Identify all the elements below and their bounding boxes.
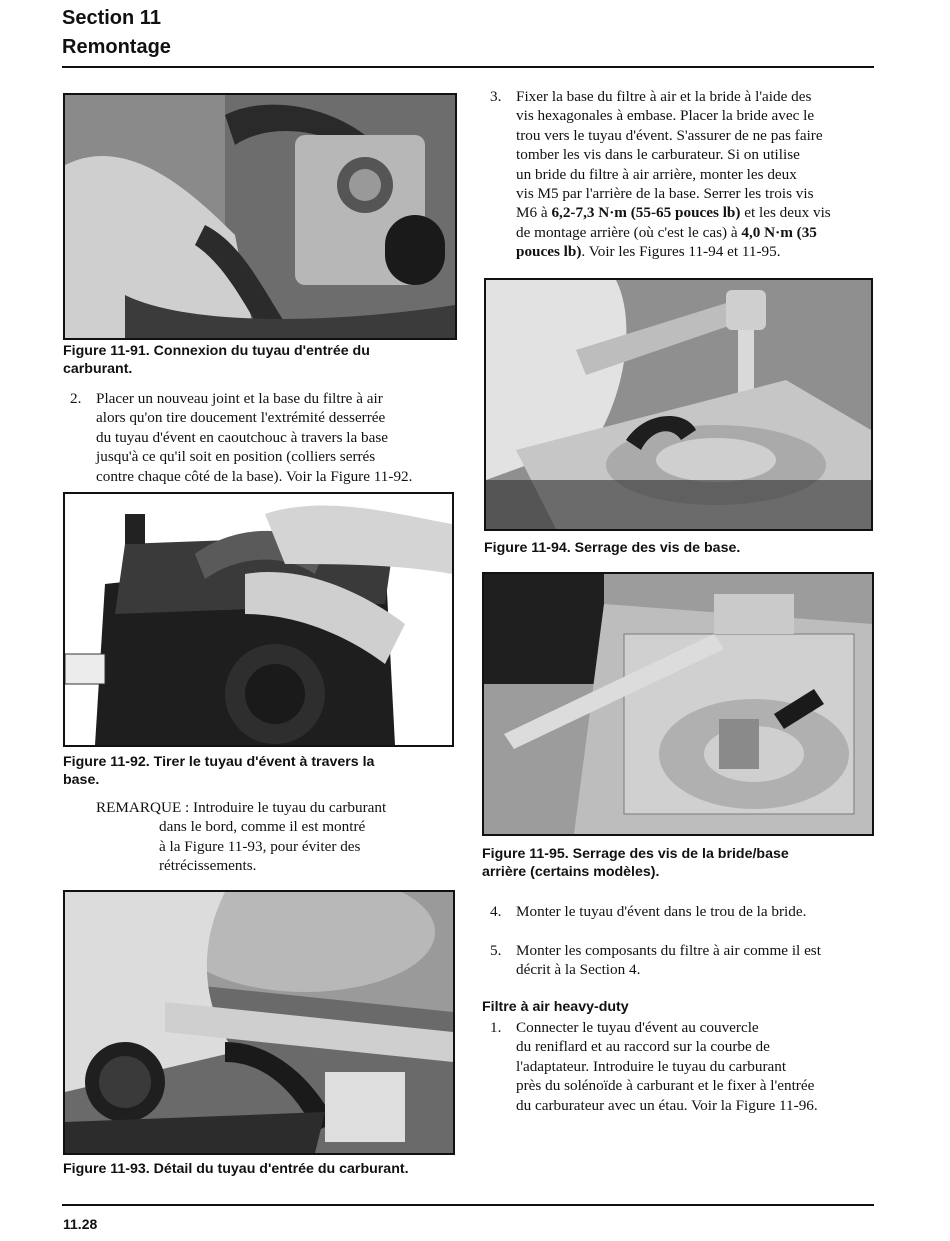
figure-11-95-photo — [482, 572, 874, 836]
subsection-heading: Filtre à air heavy-duty — [482, 999, 629, 1015]
torque-unit: pouces lb) — [516, 243, 582, 261]
section-number: Section 11 — [62, 7, 161, 29]
step-text: Fixer la base du filtre à air et la bride à l'aide des vis hexagonales à embase. Placer la bride avec le trou vers le tuyau d'évent. S'assurer de ne pas faire tomber les vis dans le carburateur. Si on utilise un bride du filtre à air arrière, monter les deux vis M5 par l'arrière de la base. Serrer les trois vis M6 à 6,2-7,3 N·m (55-65 pouces lb) et les deux vis de montage arrière (où c'est le cas) à 4,0 N·m (35 pouces lb). Voir les Figures 11-94 et 11-95. — [516, 88, 831, 261]
step-text: Monter le tuyau d'évent dans le trou de la bride. — [516, 903, 807, 920]
step-number: 4. — [490, 903, 502, 920]
figure-11-92-photo — [63, 492, 454, 747]
page-number: 11.28 — [63, 1216, 98, 1232]
figure-11-91-photo — [63, 93, 457, 340]
step-text: Connecter le tuyau d'évent au couvercle du reniflard et au raccord sur la courbe de l'adaptateur. Introduire le tuyau du carburant près du solénoïde à carburant et le fixer à l'entrée du carburateur avec un étau. Voir la Figure 11-96. — [516, 1019, 818, 1114]
heavy-duty-step-1 — [490, 1018, 890, 1118]
figure-11-94-photo — [484, 278, 873, 531]
figure-11-94-caption: Figure 11-94. Serrage des vis de base. — [484, 540, 741, 556]
figure-11-93-caption: Figure 11-93. Détail du tuyau d'entrée du carburant. — [63, 1161, 409, 1177]
step-5 — [490, 941, 890, 981]
section-header — [62, 4, 171, 62]
step-4 — [490, 902, 890, 922]
step-text: Monter les composants du filtre à air comme il est décrit à la Section 4. — [516, 942, 821, 979]
section-title: Remontage — [62, 36, 171, 58]
torque-value: 4,0 N·m (35 — [741, 223, 817, 241]
figure-11-91-caption: Figure 11-91. Connexion du tuyau d'entrée du carburant. — [63, 343, 370, 377]
footer-rule — [62, 1204, 874, 1206]
figure-11-92-caption: Figure 11-92. Tirer le tuyau d'évent à travers la base. — [63, 754, 375, 788]
step-number: 5. — [490, 942, 502, 959]
remark-note: REMARQUE : Introduire le tuyau du carburant dans le bord, comme il est montré à la Figure 11-93, pour éviter des rétrécissements. — [96, 799, 387, 875]
header-rule — [62, 66, 874, 68]
step-number: 1. — [490, 1019, 502, 1036]
figure-11-95-caption: Figure 11-95. Serrage des vis de la bride/base arrière (certains modèles). — [482, 846, 789, 880]
torque-value: 6,2-7,3 N·m (55-65 pouces lb) — [551, 204, 741, 222]
step-number: 2. — [70, 390, 82, 407]
step-text: Placer un nouveau joint et la base du filtre à air alors qu'on tire doucement l'extrémité desserrée du tuyau d'évent en caoutchouc à travers la base jusqu'à ce qu'il soit en position (colliers serrés contre chaque côté de la base). Voir la Figure 11-92. — [96, 390, 413, 485]
step-number: 3. — [490, 88, 502, 105]
figure-11-93-photo — [63, 890, 455, 1155]
